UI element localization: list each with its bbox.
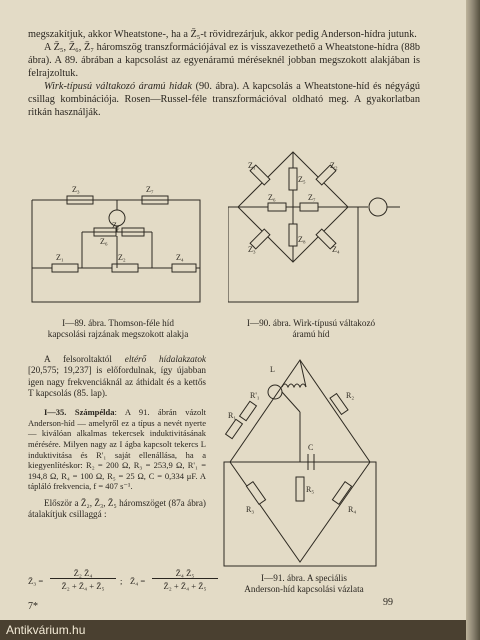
fig90-label: Z₈ bbox=[298, 235, 306, 244]
fig89-label: Z₂ bbox=[118, 253, 126, 262]
intro-paragraph-1: megszakítjuk, akkor Wheatstone-, ha a Z̄₅-t rövidrezárjuk, akkor pedig Anderson-hídra jutunk. bbox=[28, 29, 417, 40]
page-number: 99 bbox=[383, 597, 393, 608]
intro-paragraph-2: A Z̄₅, Z̄₆, Z̄₇ háromszög transzformációjával ez is visszavezethető a Wheatstone-hídra (88b ábra). A 89. ábrában a kapcsolást az egyenáramú méréseknél jobban megszokott alakjában is felrajzoltuk. bbox=[28, 42, 420, 79]
fig90-label: Z₄ bbox=[332, 245, 340, 254]
variants-paragraph: A felsoroltaktól eltérő hídalakzatok [20,575; 19,237] is előfordulnak, így újabban igen nagy frekvenciáknál az áthidalt és a kettős T kapcsolás (85. lap). bbox=[28, 354, 206, 398]
fig89-thomson-bridge bbox=[22, 162, 212, 312]
fig90-label: Z₂ bbox=[330, 161, 338, 170]
fig91-anderson-bridge bbox=[220, 352, 380, 572]
fig91-label: R₅ bbox=[306, 485, 315, 494]
example-label: I—35. Számpélda bbox=[44, 407, 115, 418]
wirk-heading: Wirk-típusú váltakozó áramú hidak bbox=[44, 81, 193, 92]
fig90-label: Z₇ bbox=[308, 193, 316, 202]
fig89-label: Z₃ bbox=[72, 185, 80, 194]
fig91-label: L bbox=[270, 365, 275, 374]
watermark-banner: Antikvárium.hu bbox=[0, 620, 468, 640]
fig90-wirk-bridge bbox=[228, 142, 408, 312]
intro-paragraph-3: Wirk-típusú váltakozó áramú hidak (90. ábra). A kapcsolás a Wheatstone-híd és négyágú csillag kombinációja. Rosen—Russel-féle transzformációval oldható meg. A gyakorlatban ritkán használják. bbox=[28, 81, 420, 118]
fig91-label: C bbox=[308, 443, 314, 452]
star-transform-formula: Z̄₃ = Z̄₂ Z̄₄ Z̄₂ + Z̄₄ + Z̄₅ ; Z̄₄ = Z̄₄ Z̄₅ Z̄₂ + Z̄₄ + Z̄₅ bbox=[28, 568, 218, 596]
left-column bbox=[28, 354, 206, 521]
intro-text bbox=[28, 28, 420, 119]
fig90-label: Z₆ bbox=[268, 193, 276, 202]
fig89-label: Z₆ bbox=[100, 237, 108, 246]
fig90-caption: I—90. ábra. Wirk-típusú váltakozó áramú híd bbox=[246, 318, 376, 339]
fig90-label: Z₁ bbox=[248, 161, 256, 170]
fig91-label: R₁ bbox=[228, 411, 237, 420]
book-spine-shadow bbox=[466, 0, 480, 640]
fig91-label: R₃ bbox=[246, 505, 255, 514]
fig91-caption: I—91. ábra. A speciális Anderson-híd kapcsolási vázlata bbox=[244, 573, 364, 594]
signature-mark: 7* bbox=[28, 601, 38, 612]
transform-paragraph: Először a Z̄₂, Z̄₃, Z̄₅ háromszöget (87a ábra) átalakítjuk csillaggá : bbox=[28, 497, 206, 520]
fig89-label: Z₅ bbox=[112, 221, 120, 230]
fig90-label: Z₃ bbox=[248, 245, 256, 254]
fig90-label: Z₅ bbox=[298, 175, 306, 184]
fig91-label: R₄ bbox=[348, 505, 357, 514]
fig89-label: Z₄ bbox=[176, 253, 184, 262]
fig89-label: Z₁ bbox=[56, 253, 64, 262]
fig91-label: R'₁ bbox=[250, 391, 260, 400]
example-paragraph: I—35. Számpélda: A 91. ábrán vázolt Anderson-híd — amelyről ez a típus a nevét nyerte — kiválóan alkalmas tekercsek induktivitásának mérésére. Milyen nagy az I ágba kapcsolt tekercs L induktivitása és R'₁ saját ellenállása, ha a kiegyenlítéskor: R₂ = 200 Ω, R₃ = 253,9 Ω, R'₁ = 194,8 Ω, R₄ = 100 Ω, R₅ = 25 Ω, C = 0,334 μF. A tápláló frekvencia, f = 407 s⁻¹. bbox=[28, 407, 206, 492]
fig89-caption: I—89. ábra. Thomson-féle híd kapcsolási rajzának megszokott alakja bbox=[47, 318, 189, 339]
fig91-label: R₂ bbox=[346, 391, 355, 400]
fig89-label: Z₇ bbox=[146, 185, 154, 194]
